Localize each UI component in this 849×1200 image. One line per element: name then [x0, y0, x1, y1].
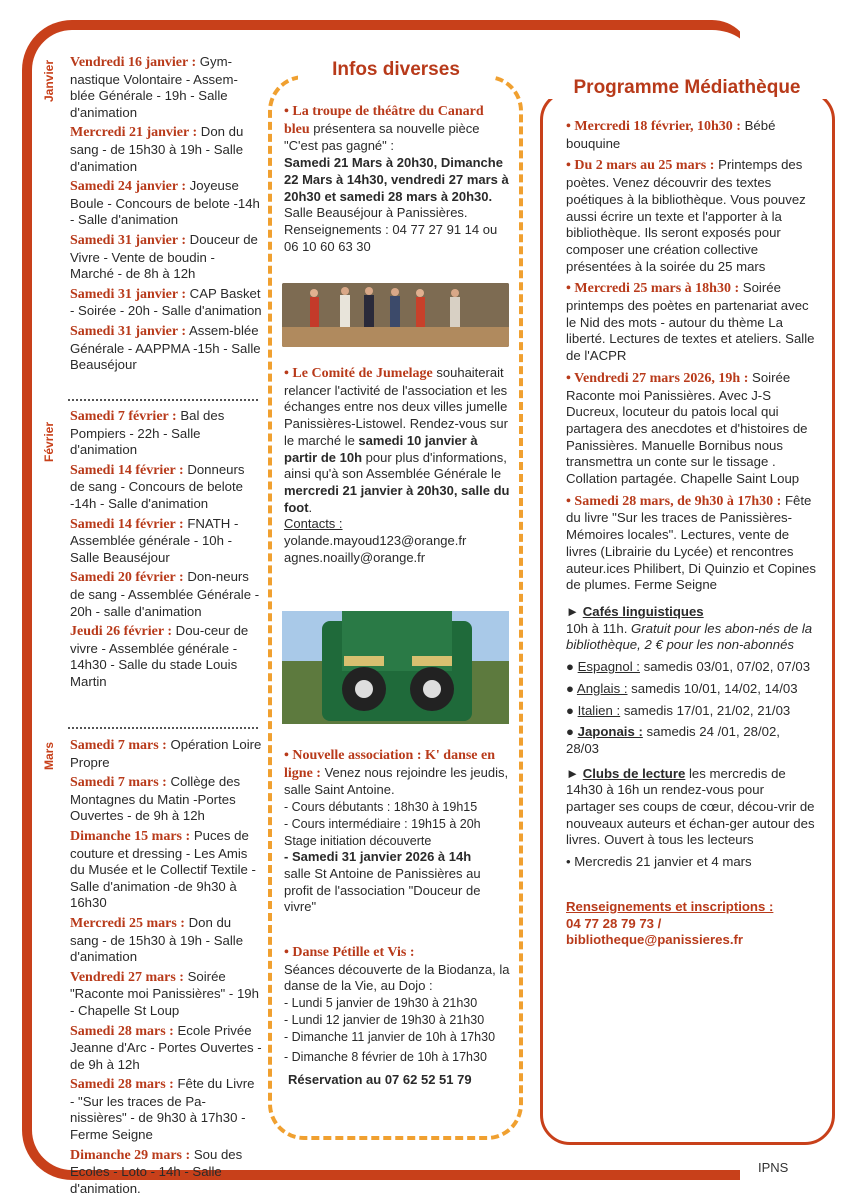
agenda-item: Samedi 20 février : Don-neurs de sang - Assemblée Générale - 20h - salle d'animation	[70, 569, 260, 619]
email-yolande[interactable]: yolande.mayoud123@orange.fr	[284, 533, 467, 549]
clubs-dates: • Mercredis 21 janvier et 4 mars	[566, 854, 752, 870]
divider	[68, 399, 258, 401]
agenda-item: Dimanche 15 mars : Puces de couture et dressing - Les Amis du Musée et le Collectif Textile - Salle d'animation -de 9h30 à 16h30	[70, 827, 256, 911]
reservation-phone: Réservation au 07 62 52 51 79	[288, 1071, 472, 1087]
danse-block: • Danse Pétille et Vis : Séances découverte de la Biodanza, la danse de la Vie, au Dojo : - Lundi 5 janvier de 19h30 à 21h30 - Lundi 12 janvier de 19h30 à 21h30 - Dimanche 11 janvier de 10h à 17h30 - Dimanche 8 février de 10h à 17h30 Réservation au 07 62 52 51 79	[284, 945, 512, 1089]
media-event: • Samedi 28 mars, de 9h30 à 17h30 : Fête du livre "Sur les traces de Panissières- Mémoires locales". Lectures, vente de livres (Librairie du Lycée) et rencontres auteur.ices Philibert, Di Quinzio et Copines de plumes. Ferme Seigne	[566, 492, 816, 593]
mediatheque-panel	[540, 70, 835, 1140]
email-agnes[interactable]: agnes.noailly@orange.fr	[284, 549, 426, 565]
agenda-item: Samedi 14 février : Donneurs de sang - Concours de belote -14h - Salle d'animation	[70, 461, 245, 511]
agenda-fevrier	[70, 408, 262, 694]
agenda-item: Samedi 28 mars : Ecole Privée Jeanne d'Arc - Portes Ouvertes - de 9h à 12h	[70, 1022, 262, 1072]
month-label-janvier: Janvier	[42, 59, 56, 102]
library-email[interactable]: bibliotheque@panissieres.fr	[566, 932, 744, 948]
renseignements: Renseignements et inscriptions : 04 77 28 79 73 / bibliotheque@panissieres.fr	[566, 898, 774, 948]
cafes-heading: ► Cafés linguistiques	[566, 603, 704, 619]
infos-diverses-panel	[268, 55, 525, 1145]
agenda-item: Samedi 31 janvier : CAP Basket - Soirée - 20h - Salle d'animation	[70, 285, 262, 319]
kdanse-block: • Nouvelle association : K' danse en ligne : Venez nous rejoindre les jeudis, salle Saint Antoine. - Cours débutants : 18h30 à 19h15 - Cours intermédiaire : 19h15 à 20h Stage initiation découverte - Samedi 31 janvier 2026 à 14h salle St Antoine de Panissières au profit de l'association "Douceur de vivre"	[284, 748, 509, 915]
agenda-janvier	[70, 54, 262, 377]
agenda-item: Jeudi 26 février : Dou-ceur de vivre - Assemblée générale - 14h30 - Salle du stade Louis Martin	[70, 623, 249, 689]
theatre-photo	[282, 283, 509, 347]
agenda-item: Dimanche 29 mars : Sou des Ecoles - Loto - 14h - Salle d'animation.	[70, 1146, 243, 1196]
media-event: • Vendredi 27 mars 2026, 19h : Soirée Raconte moi Panissières. Avec J-S Ducreux, locuteur du patois local qui partagera des anecdotes et d'histoires de Panissières. Manuelle Bornibus nous transmettra un conte sur le tissage . Collation partagée. Chapelle Saint Loup	[566, 369, 808, 487]
media-event: • Mercredi 25 mars à 18h30 : Soirée printemps des poètes en partenariat avec le Nid des mots - autour du thème La liberté. Lectures de textes et ateliers. Salle de l'ACPR	[566, 280, 815, 364]
library-phone[interactable]: 04 77 28 79 73 /	[566, 915, 662, 931]
train-photo	[282, 611, 509, 724]
lang-item: ● Italien : samedis 17/01, 21/02, 21/03	[566, 702, 791, 718]
agenda-item: Samedi 28 mars : Fête du Livre - "Sur les traces de Pa-nissières" - de 9h30 à 17h30 - Ferme Seigne	[70, 1076, 255, 1143]
agenda-item: Vendredi 16 janvier : Gym-nastique Volontaire - Assem-blée Générale - 19h - Salle d'animation	[70, 54, 238, 120]
agenda-item: Samedi 7 février : Bal des Pompiers - 22h - Salle d'animation	[70, 408, 225, 458]
jumelage-block: • Le Comité de Jumelage souhaiterait relancer l'activité de l'association et les échanges entre nos deux villes jumelle Panissières-Listowel. Rendez-vous sur le marché le samedi 10 janvier à partir de 10h pour plus d'informations, ainsi qu'à son Assemblée Générale le mercredi 21 janvier à 20h30, salle du foot. Contacts : yolande.mayoud123@orange.fr agnes.noailly@orange.fr	[284, 365, 510, 565]
agenda-mars	[70, 737, 262, 1200]
month-label-fevrier: Février	[42, 421, 56, 462]
lang-item: ● Espagnol : samedis 03/01, 07/02, 07/03	[566, 659, 811, 675]
agenda-item: Mercredi 21 janvier : Don du sang - de 15h30 à 19h - Salle d'animation	[70, 124, 244, 174]
agenda-item: Samedi 24 janvier : Joyeuse Boule - Concours de belote -14h - Salle d'animation	[70, 178, 260, 228]
clubs-text: ► Clubs de lecture les mercredis de 14h30 à 16h un rendez-vous pour partager ses coups de cœur, décou-vrir de nouveaux auteurs et échan-ger autour des livres. Ouvert à tous les lecteurs	[566, 765, 815, 848]
agenda-item: Mercredi 25 mars : Don du sang - de 15h30 à 19h - Salle d'animation	[70, 914, 244, 965]
agenda-item: Vendredi 27 mars : Soirée "Raconte moi Panissières" - 19h - Chapelle St Loup	[70, 968, 259, 1018]
theatre-block: • La troupe de théâtre du Canard bleu présentera sa nouvelle pièce "C'est pas gagné" : Samedi 21 Mars à 20h30, Dimanche 22 Mars à 14h30, vendredi 27 mars à 20h30 et samedi 28 mars à 20h30. Salle Beauséjour à Panissières. Renseignements : 04 77 27 91 14 ou 06 10 60 63 30	[284, 104, 509, 254]
media-event: • Du 2 mars au 25 mars : Printemps des poètes. Venez découvrir des textes poétiques à la bibliothèque. Vous pouvez aussi écrire un texte et l'apporter à la bibliothèque. Ils seront exposés pour composer une création collective présentées à la soirée du 25 mars	[566, 157, 806, 274]
agenda-item: Samedi 14 février : FNATH - Assemblée générale - 10h - Salle Beauséjour	[70, 515, 239, 565]
mediatheque-events	[566, 118, 816, 954]
agenda-item: Samedi 7 mars : Opération Loire Propre	[70, 737, 262, 770]
media-event: • Mercredi 18 février, 10h30 : Bébé bouquine	[566, 118, 776, 151]
footer-ipns: IPNS	[758, 1160, 789, 1175]
lang-item: ● Japonais : samedis 24 /01, 28/02, 28/03	[566, 724, 780, 756]
divider	[68, 727, 258, 729]
agenda-item: Samedi 7 mars : Collège des Montagnes du Matin -Portes Ouvertes - de 9h à 12h	[70, 774, 241, 824]
lang-item: ● Anglais : samedis 10/01, 14/02, 14/03	[566, 680, 798, 696]
month-label-mars: Mars	[42, 741, 56, 770]
cafes-text: 10h à 11h. Gratuit pour les abon-nés de la bibliothèque, 2 € pour les non-abonnés	[566, 620, 813, 653]
agenda-item: Samedi 31 janvier : Douceur de Vivre - Vente de boudin - Marché - de 8h à 12h	[70, 231, 258, 282]
agenda-item: Samedi 31 janvier : Assem-blée Générale - AAPPMA -15h - Salle Beauséjour	[70, 322, 261, 373]
mediatheque-title: Programme Médiathèque	[544, 77, 830, 99]
infos-title: Infos diverses	[298, 59, 494, 81]
